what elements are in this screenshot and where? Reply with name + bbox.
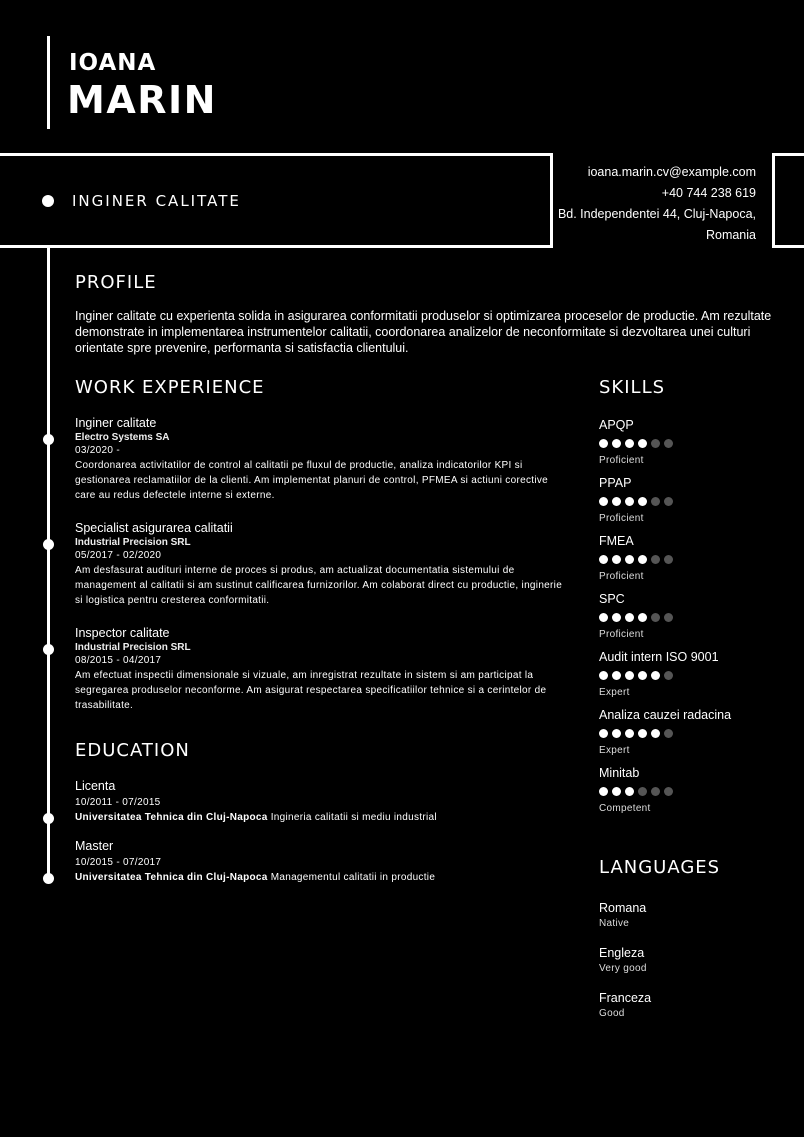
timeline-dot	[43, 813, 54, 824]
phone[interactable]: +40 744 238 619	[661, 186, 756, 200]
skills-heading: SKILLS	[599, 377, 666, 398]
work-entry	[75, 416, 565, 503]
skill-name: APQP	[599, 418, 634, 432]
skill-dot	[625, 497, 634, 506]
work-title: Inspector calitate	[75, 626, 170, 640]
skill-dot	[612, 729, 621, 738]
skill-rating	[599, 667, 719, 685]
skill-dot	[651, 555, 660, 564]
skill-dot	[638, 729, 647, 738]
skill-dot	[625, 555, 634, 564]
work-company: Electro Systems SA	[75, 432, 170, 443]
skill-dot	[664, 497, 673, 506]
skill-item	[599, 534, 677, 582]
skill-level: Proficient	[599, 455, 644, 466]
language-item	[599, 901, 646, 929]
work-heading: WORK EXPERIENCE	[75, 377, 265, 398]
education-heading: EDUCATION	[75, 740, 190, 761]
language-level: Very good	[599, 963, 647, 974]
skill-dot	[599, 787, 608, 796]
skill-dot	[612, 555, 621, 564]
skill-dot	[651, 439, 660, 448]
timeline-dot	[43, 539, 54, 550]
skill-dot	[638, 613, 647, 622]
skill-dot	[651, 729, 660, 738]
work-title: Inginer calitate	[75, 416, 157, 430]
skill-dot	[651, 787, 660, 796]
skill-dot	[638, 555, 647, 564]
skill-dot	[664, 613, 673, 622]
address: Bd. Independentei 44, Cluj-Napoca, Romania	[557, 207, 756, 242]
skill-name: FMEA	[599, 534, 634, 548]
skill-item	[599, 766, 677, 814]
degree: Master	[75, 839, 114, 853]
skill-dot	[664, 555, 673, 564]
skill-rating	[599, 551, 677, 569]
skill-dot	[612, 671, 621, 680]
job-title: INGINER CALITATE	[72, 192, 241, 210]
timeline-line	[47, 248, 50, 880]
skill-level: Proficient	[599, 629, 644, 640]
language-name: Romana	[599, 901, 647, 915]
timeline-dot	[43, 873, 54, 884]
bullet-icon	[42, 195, 54, 207]
skill-name: SPC	[599, 592, 625, 606]
skill-dot	[664, 671, 673, 680]
skill-dot	[638, 439, 647, 448]
skill-dot	[664, 787, 673, 796]
skill-dot	[612, 613, 621, 622]
skill-dot	[625, 613, 634, 622]
skill-dot	[638, 787, 647, 796]
skill-item	[599, 708, 731, 756]
skill-dot	[664, 439, 673, 448]
skill-level: Proficient	[599, 513, 644, 524]
skill-rating	[599, 783, 677, 801]
skill-dot	[599, 729, 608, 738]
language-name: Franceza	[599, 991, 652, 1005]
school: Universitatea Tehnica din Cluj-Napoca	[75, 872, 268, 883]
skill-dot	[651, 613, 660, 622]
skill-rating	[599, 725, 731, 743]
skill-rating	[599, 609, 677, 627]
work-description: Am desfasurat audituri interne de proces si produs, am actualizat documentatia sistemului de management al calitatii si am sustinut calificarea furnizorilor. Am colaborat direct cu productie, inginerie si logistica pentru cresterea conformitatii.	[75, 565, 563, 606]
skill-dot	[599, 439, 608, 448]
skill-name: PPAP	[599, 476, 632, 490]
skill-dot	[638, 671, 647, 680]
language-level: Good	[599, 1008, 625, 1019]
skill-dot	[625, 787, 634, 796]
language-item	[599, 946, 647, 974]
skill-level: Expert	[599, 687, 630, 698]
first-name: IOANA	[69, 50, 157, 76]
work-description: Coordonarea activitatilor de control al calitatii pe fluxul de productie, analiza indicatorilor KPI si gestionarea reclamatiilor de la clienti. Am implementat planuri de control, PFMEA si actiuni corective care au redus defectele interne si externe.	[75, 460, 549, 501]
skill-item	[599, 476, 677, 524]
skill-name: Minitab	[599, 766, 640, 780]
profile-text: Inginer calitate cu experienta solida in asigurarea conformitatii produselor si optimizarea proceselor de productie. Am rezultate demonstrate in implementarea instrumentelor calitatii, coordonarea analizelor de neconformitate si dezvoltarea unei culturi orientate spre prevenire, performanta si satisfactia clientului.	[75, 309, 772, 355]
skill-rating	[599, 493, 677, 511]
language-name: Engleza	[599, 946, 645, 960]
education-entry	[75, 839, 565, 885]
email[interactable]: ioana.marin.cv@example.com	[587, 165, 756, 179]
languages-heading: LANGUAGES	[599, 857, 721, 878]
field: Ingineria calitatii si mediu industrial	[270, 812, 437, 823]
work-entry	[75, 521, 565, 608]
language-item	[599, 991, 651, 1019]
skill-dot	[664, 729, 673, 738]
skill-dot	[599, 671, 608, 680]
work-description: Am efectuat inspectii dimensionale si vizuale, am inregistrat rezultate in sistem si am participat la segregarea produselor neconforme. Am asigurat respectarea specificatiilor tehnice si a cerintelor de trasabilitate.	[75, 670, 547, 711]
skill-dot	[638, 497, 647, 506]
education-dates: 10/2011 - 07/2015	[75, 797, 161, 808]
work-entry	[75, 626, 565, 713]
skill-dot	[625, 671, 634, 680]
profile-heading: PROFILE	[75, 272, 157, 293]
work-dates: 08/2015 - 04/2017	[75, 655, 162, 666]
skill-dot	[651, 497, 660, 506]
contact-info	[556, 162, 756, 246]
timeline-dot	[43, 644, 54, 655]
work-title: Specialist asigurarea calitatii	[75, 521, 233, 535]
last-name: MARIN	[67, 78, 217, 122]
field: Managementul calitatii in productie	[270, 872, 436, 883]
language-level: Native	[599, 918, 630, 929]
skill-dot	[612, 497, 621, 506]
skill-item	[599, 592, 677, 640]
work-dates: 03/2020 -	[75, 445, 120, 456]
decorative-box	[772, 153, 804, 248]
skill-dot	[625, 439, 634, 448]
school: Universitatea Tehnica din Cluj-Napoca	[75, 812, 268, 823]
timeline-dot	[43, 434, 54, 445]
degree: Licenta	[75, 779, 116, 793]
education-dates: 10/2015 - 07/2017	[75, 857, 162, 868]
skill-name: Audit intern ISO 9001	[599, 650, 719, 664]
skill-level: Proficient	[599, 571, 644, 582]
work-company: Industrial Precision SRL	[75, 642, 191, 653]
skill-level: Competent	[599, 803, 651, 814]
skill-rating	[599, 435, 677, 453]
skill-level: Expert	[599, 745, 630, 756]
skill-dot	[612, 787, 621, 796]
skill-dot	[612, 439, 621, 448]
skill-dot	[599, 613, 608, 622]
skill-item	[599, 418, 677, 466]
skill-item	[599, 650, 719, 698]
skill-name: Analiza cauzei radacina	[599, 708, 732, 722]
work-dates: 05/2017 - 02/2020	[75, 550, 162, 561]
skill-dot	[599, 497, 608, 506]
header-accent-line	[47, 36, 50, 129]
skill-dot	[651, 671, 660, 680]
skill-dot	[625, 729, 634, 738]
skill-dot	[599, 555, 608, 564]
work-company: Industrial Precision SRL	[75, 537, 191, 548]
education-entry	[75, 779, 565, 825]
